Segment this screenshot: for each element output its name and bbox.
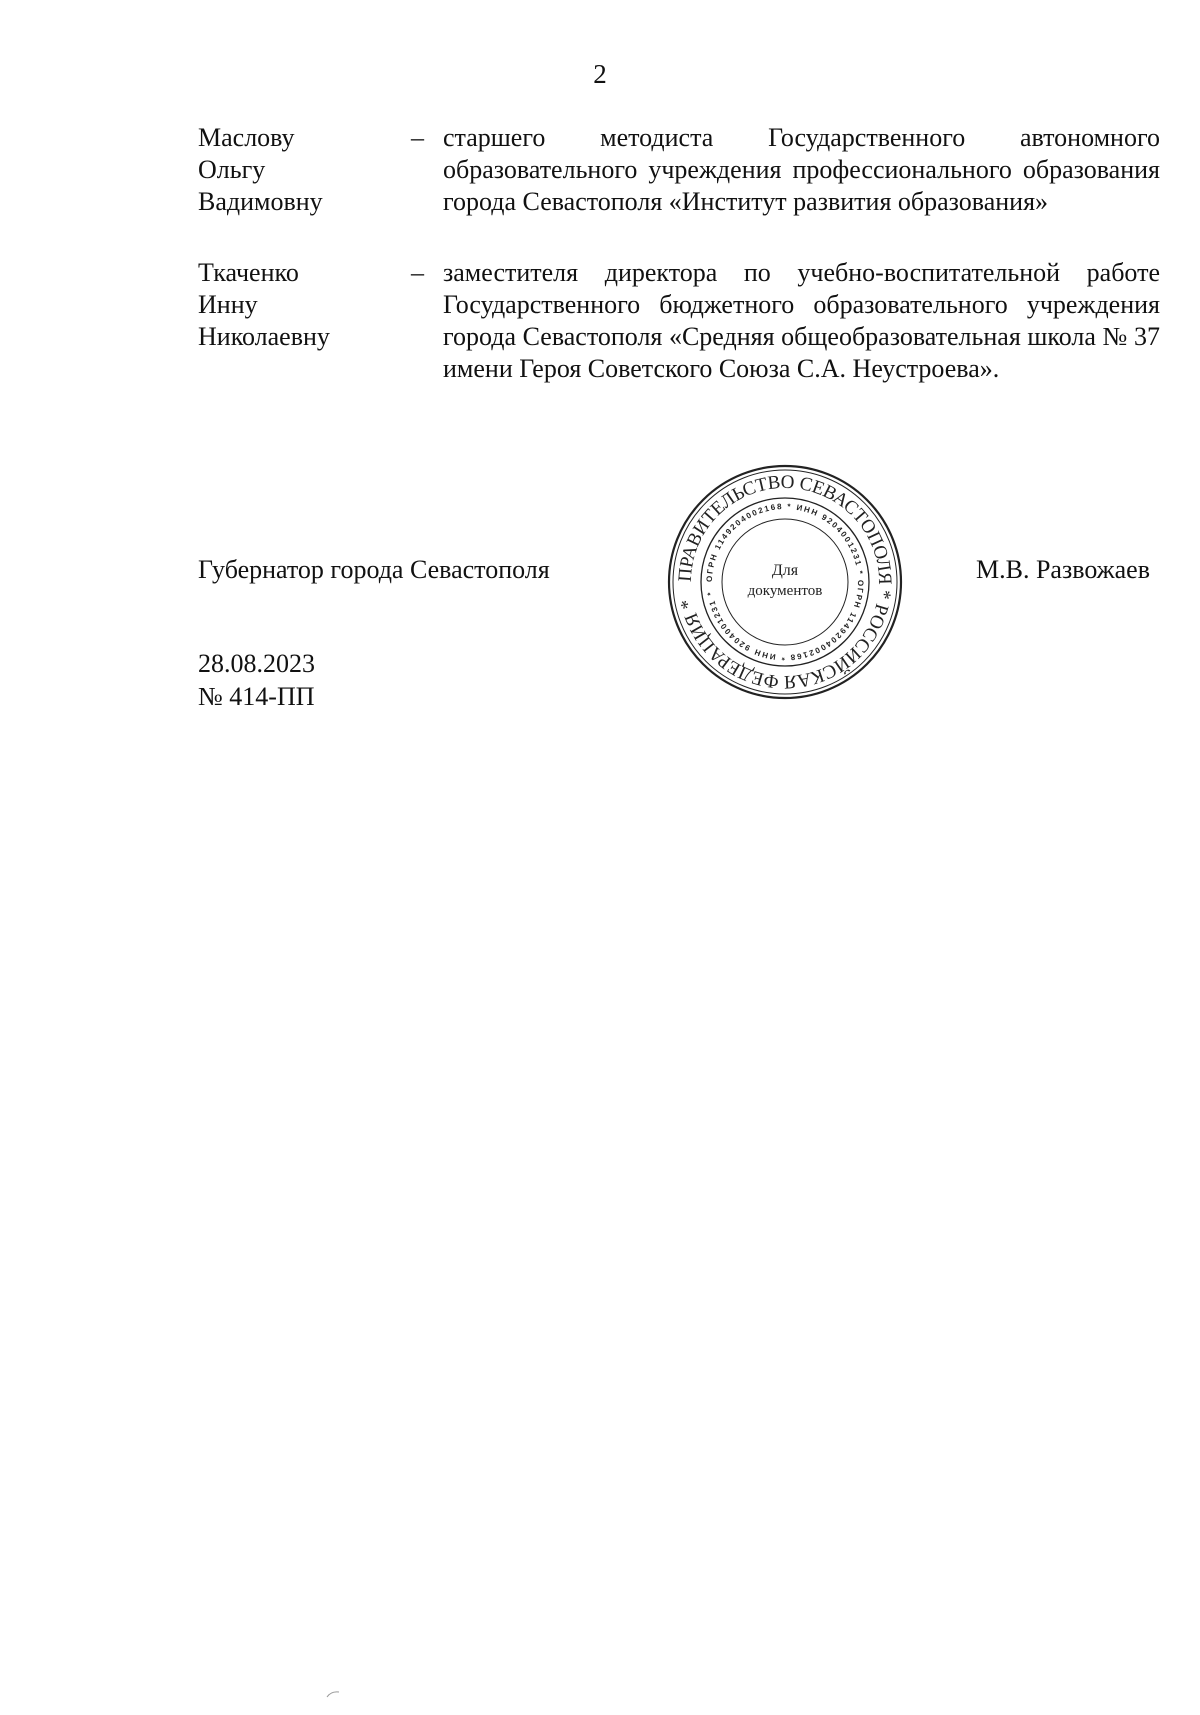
- name-line: Ольгу: [198, 155, 266, 184]
- seal-center-line: документов: [747, 583, 823, 599]
- name-line: Маслову: [198, 123, 295, 152]
- name-line: Ткаченко: [198, 258, 299, 287]
- appointee-name: [198, 257, 388, 353]
- appointee-entry: [198, 122, 1160, 218]
- appointee-position: заместителя директора по учебно-воспитательной работе Государственного бюджетного образовательного учреждения города Севастополя «Средняя общеобразовательная школа № 37 имени Героя Советского Союза С.А. Неустроева».: [443, 258, 1160, 383]
- page-number: 2: [593, 59, 607, 89]
- appointee-name: [198, 122, 388, 218]
- document-date: 28.08.2023: [198, 649, 315, 678]
- signer-name: М.В. Развожаев: [975, 555, 1150, 584]
- appointee-entry: [198, 257, 1160, 385]
- dash: –: [411, 258, 424, 287]
- seal-inner-text: ОГРН 1149204002168 * ИНН 9204001231 * ОГРН 1149204002168 * ИНН 9204001231 *: [704, 501, 866, 663]
- scan-artifact-mark: [326, 1690, 340, 1698]
- seal-outer-text: ПРАВИТЕЛЬСТВО СЕВАСТОПОЛЯ * РОССИЙСКАЯ ФЕДЕРАЦИЯ *: [674, 471, 896, 693]
- name-line: Вадимовну: [198, 187, 323, 216]
- appointee-position: старшего методиста Государственного автономного образовательного учреждения профессионального образования города Севастополя «Институт развития образования»: [443, 123, 1160, 216]
- name-line: Николаевну: [198, 322, 330, 351]
- seal-graphic: [665, 462, 905, 702]
- name-line: Инну: [198, 290, 258, 319]
- dash: –: [411, 123, 424, 152]
- signer-title: Губернатор города Севастополя: [198, 555, 550, 584]
- official-seal-stamp: [665, 462, 905, 702]
- seal-center-line: Для: [771, 562, 799, 579]
- document-number: № 414-ПП: [198, 682, 315, 711]
